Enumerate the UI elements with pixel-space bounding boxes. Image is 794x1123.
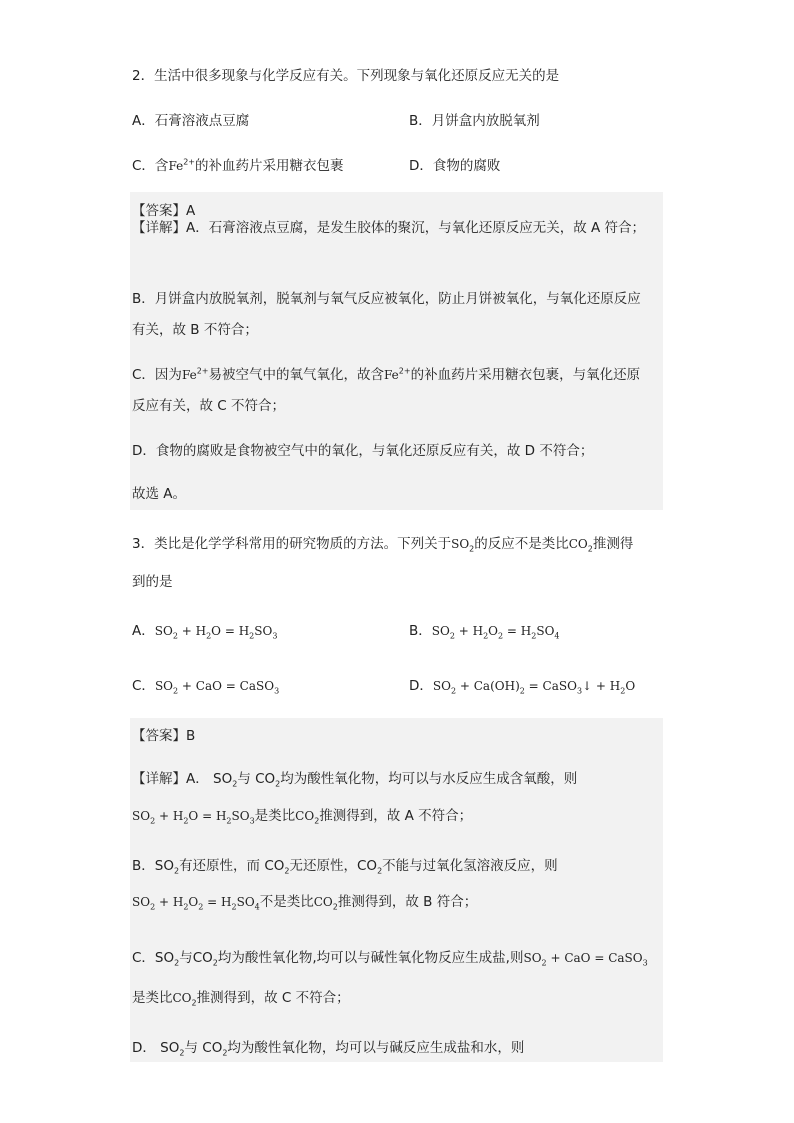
q3-stem-co: CO bbox=[568, 537, 588, 551]
sub-2: 2 bbox=[173, 866, 180, 876]
q2-option-c bbox=[132, 156, 344, 176]
q3-detail-b2-equation bbox=[132, 895, 260, 912]
q3-stem-co-sub: 2 bbox=[587, 544, 593, 554]
q3-detail-a2 bbox=[132, 806, 472, 826]
formula-o: O bbox=[188, 895, 199, 909]
formula-h: H bbox=[472, 624, 484, 638]
sub-4: 4 bbox=[254, 902, 260, 912]
formula-so: SO bbox=[431, 624, 450, 638]
q2-detail-label: 【详解】 bbox=[132, 220, 186, 236]
equals: = bbox=[221, 679, 240, 693]
q2-detail-ion-1: Fe bbox=[181, 368, 197, 382]
text: D． SO bbox=[132, 1040, 180, 1056]
q3-option-c-equation bbox=[154, 679, 280, 696]
sub-2: 2 bbox=[226, 816, 232, 826]
q3-stem-line-2: 到的是 bbox=[132, 574, 173, 590]
q3-option-b-equation bbox=[431, 624, 560, 641]
q3-option-a-equation bbox=[154, 624, 278, 641]
sub-2: 2 bbox=[174, 958, 180, 968]
sub-2: 2 bbox=[191, 998, 197, 1008]
q2-answer: 【答案】A bbox=[132, 203, 196, 219]
sub-2: 2 bbox=[275, 779, 281, 789]
q2-option-c-ion: Fe bbox=[168, 159, 184, 173]
formula-caso: CaSO bbox=[608, 951, 643, 965]
q3-option-b-label: B． bbox=[409, 623, 432, 639]
q3-stem-1b: 的反应不是类比 bbox=[474, 536, 569, 552]
q3-detail-d1 bbox=[132, 1038, 524, 1058]
formula-h: H bbox=[195, 624, 207, 638]
q3-detail-b2 bbox=[132, 892, 477, 912]
formula-so: SO bbox=[536, 624, 555, 638]
sub-2: 2 bbox=[314, 816, 320, 826]
plus: + bbox=[546, 951, 565, 965]
formula-o: O bbox=[211, 624, 221, 638]
text: 均为酸性氧化物,均可以与碱性氧化物反应生成盐,则 bbox=[217, 950, 524, 966]
equals: = bbox=[203, 895, 222, 909]
sub-3: 3 bbox=[272, 631, 278, 641]
sub-2: 2 bbox=[212, 958, 218, 968]
q2-detail-line-5: 反应有关，故 C 不符合； bbox=[132, 398, 286, 414]
sub-2: 2 bbox=[206, 631, 212, 641]
q3-detail-a1 bbox=[132, 769, 577, 789]
q3-option-d-label: D． bbox=[409, 678, 433, 694]
text: 不能与过氧化氢溶液反应，则 bbox=[382, 858, 558, 874]
sub-2: 2 bbox=[377, 866, 383, 876]
q2-option-c-pre: C．含 bbox=[132, 158, 169, 174]
q2-detail-charge-1: 2+ bbox=[196, 366, 209, 376]
q3-stem-so-sub: 2 bbox=[469, 544, 475, 554]
sub-2: 2 bbox=[150, 816, 156, 826]
sub-2: 2 bbox=[150, 902, 156, 912]
text: 与CO bbox=[179, 950, 213, 966]
q2-detail-4c: 的补血药片采用糖衣包裹，与氧化还原 bbox=[410, 367, 641, 383]
q3-option-b bbox=[409, 621, 560, 641]
q3-detail-c1 bbox=[132, 948, 648, 968]
plus: + bbox=[178, 679, 196, 693]
sub-2: 2 bbox=[179, 1048, 185, 1058]
q3-stem-1a: 3．类比是化学学科常用的研究物质的方法。下列关于 bbox=[132, 536, 452, 552]
text: 推测得到，故 B 符合； bbox=[337, 894, 478, 910]
sub-3: 3 bbox=[576, 686, 583, 696]
q2-option-c-post: 的补血药片采用糖衣包裹 bbox=[195, 158, 344, 174]
q3-option-a bbox=[132, 621, 277, 641]
q3-option-c-label: C． bbox=[132, 678, 155, 694]
q2-detail-4b: 易被空气中的氧气氧化，故含 bbox=[208, 367, 385, 383]
q3-option-d bbox=[409, 676, 635, 696]
formula-co: CO bbox=[313, 895, 333, 909]
formula-caoh: Ca(OH) bbox=[473, 679, 520, 693]
formula-cao: CaO bbox=[195, 679, 222, 693]
formula-so: SO bbox=[236, 895, 255, 909]
sub-2: 2 bbox=[231, 902, 237, 912]
precipitate-arrow-icon: ↓ bbox=[582, 679, 593, 693]
formula-so: SO bbox=[132, 895, 151, 909]
q2-option-d: D．食物的腐败 bbox=[409, 158, 501, 174]
sub-2: 2 bbox=[449, 631, 455, 641]
sub-2: 2 bbox=[173, 686, 179, 696]
equals: = bbox=[590, 951, 609, 965]
sub-2: 2 bbox=[172, 631, 178, 641]
equals: = bbox=[221, 624, 239, 638]
sub-2: 2 bbox=[450, 686, 457, 696]
plus: + bbox=[177, 624, 196, 638]
formula-h: H bbox=[609, 679, 621, 693]
sub-2: 2 bbox=[198, 902, 204, 912]
q2-detail-line-1 bbox=[132, 218, 645, 238]
formula-caso: CaSO bbox=[239, 679, 275, 693]
equals: = bbox=[198, 809, 216, 823]
q3-option-d-equation bbox=[432, 679, 636, 696]
text: B．SO bbox=[132, 858, 174, 874]
q3-stem-line-1 bbox=[132, 534, 633, 554]
q2-detail-line-4 bbox=[132, 365, 640, 385]
sub-2: 2 bbox=[620, 686, 626, 696]
equals: = bbox=[503, 624, 521, 638]
formula-h: H bbox=[172, 809, 184, 823]
sub-2: 2 bbox=[483, 631, 489, 641]
text: 推测得到，故 C 不符合； bbox=[196, 990, 350, 1006]
plus: + bbox=[454, 624, 473, 638]
q2-detail-4a: C．因为 bbox=[132, 367, 182, 383]
q2-option-c-charge: 2+ bbox=[183, 157, 196, 167]
q2-option-b: B．月饼盒内放脱氧剂 bbox=[409, 113, 540, 129]
formula-h: H bbox=[520, 624, 532, 638]
formula-so: SO bbox=[523, 951, 542, 965]
sub-2: 2 bbox=[284, 866, 290, 876]
text: 不是类比 bbox=[259, 894, 314, 910]
q3-option-a-label: A． bbox=[132, 623, 155, 639]
formula-h: H bbox=[221, 895, 232, 909]
q2-detail-charge-2: 2+ bbox=[398, 366, 411, 376]
sub-2: 2 bbox=[222, 1048, 228, 1058]
sub-2: 2 bbox=[498, 631, 504, 641]
q3-stem-so: SO bbox=[451, 537, 470, 551]
q3-detail-label: 【详解】 bbox=[132, 771, 186, 787]
sub-3: 3 bbox=[274, 686, 280, 696]
sub-2: 2 bbox=[183, 902, 189, 912]
formula-o: O bbox=[625, 679, 636, 693]
plus: + bbox=[592, 679, 610, 693]
text: 是类比 bbox=[254, 808, 296, 824]
formula-so: SO bbox=[154, 624, 173, 638]
q3-answer: 【答案】B bbox=[132, 728, 196, 744]
plus: + bbox=[155, 895, 173, 909]
sub-2: 2 bbox=[541, 958, 547, 968]
sub-3: 3 bbox=[642, 958, 648, 968]
q2-detail-ion-2: Fe bbox=[384, 368, 399, 382]
formula-co: CO bbox=[295, 809, 315, 823]
sub-2: 2 bbox=[332, 902, 338, 912]
formula-o: O bbox=[188, 809, 199, 823]
text: 有还原性，而 CO bbox=[179, 858, 285, 874]
q3-detail-c1-equation bbox=[523, 951, 648, 968]
plus: + bbox=[456, 679, 474, 693]
q2-detail-line-3: 有关，故 B 不符合； bbox=[132, 322, 258, 338]
q3-detail-c2 bbox=[132, 988, 350, 1008]
plus: + bbox=[155, 809, 173, 823]
equals: = bbox=[524, 679, 543, 693]
text: 推测得到，故 A 不符合； bbox=[319, 808, 473, 824]
text: 均为酸性氧化物，均可以与碱反应生成盐和水，则 bbox=[227, 1040, 525, 1056]
formula-so: SO bbox=[254, 624, 273, 638]
formula-so: SO bbox=[132, 809, 151, 823]
q3-option-c bbox=[132, 676, 279, 696]
text: 与 CO bbox=[184, 1040, 223, 1056]
sub-2: 2 bbox=[232, 779, 238, 789]
sub-2: 2 bbox=[519, 686, 525, 696]
text: 与 CO bbox=[237, 771, 276, 787]
q2-answer-box bbox=[130, 192, 663, 510]
formula-so: SO bbox=[231, 809, 250, 823]
q2-option-a: A．石膏溶液点豆腐 bbox=[132, 113, 250, 129]
q3-detail-b1 bbox=[132, 856, 558, 876]
text: 无还原性，CO bbox=[289, 858, 378, 874]
text: 均为酸性氧化物，均可以与水反应生成含氧酸，则 bbox=[280, 771, 578, 787]
text: 是类比 bbox=[132, 990, 173, 1006]
formula-so: SO bbox=[154, 679, 173, 693]
q3-detail-a2-equation bbox=[132, 809, 255, 826]
q2-detail-line-6: D．食物的腐败是食物被空气中的氧化，与氧化还原反应有关，故 D 不符合； bbox=[132, 443, 594, 459]
formula-h: H bbox=[215, 809, 227, 823]
formula-cao: CaO bbox=[564, 951, 591, 965]
q2-detail-text-1: A．石膏溶液点豆腐，是发生胶体的聚沉，与氧化还原反应无关，故 A 符合； bbox=[186, 220, 646, 236]
formula-co: CO bbox=[172, 991, 192, 1005]
text: A． SO bbox=[186, 771, 233, 787]
text: C．SO bbox=[132, 950, 175, 966]
sub-2: 2 bbox=[183, 816, 189, 826]
q2-detail-line-7: 故选 A。 bbox=[132, 486, 187, 502]
sub-3: 3 bbox=[249, 816, 255, 826]
formula-so: SO bbox=[432, 679, 451, 693]
sub-4: 4 bbox=[554, 631, 560, 641]
q2-stem: 2．生活中很多现象与化学反应有关。下列现象与氧化还原反应无关的是 bbox=[132, 68, 560, 84]
formula-caso: CaSO bbox=[542, 679, 577, 693]
q3-stem-1c: 推测得 bbox=[592, 536, 634, 552]
sub-2: 2 bbox=[249, 631, 255, 641]
formula-h: H bbox=[172, 895, 184, 909]
formula-o: O bbox=[488, 624, 499, 638]
formula-h: H bbox=[238, 624, 250, 638]
q2-detail-line-2: B．月饼盒内放脱氧剂，脱氧剂与氧气反应被氧化，防止月饼被氧化，与氧化还原反应 bbox=[132, 291, 641, 307]
sub-2: 2 bbox=[531, 631, 537, 641]
